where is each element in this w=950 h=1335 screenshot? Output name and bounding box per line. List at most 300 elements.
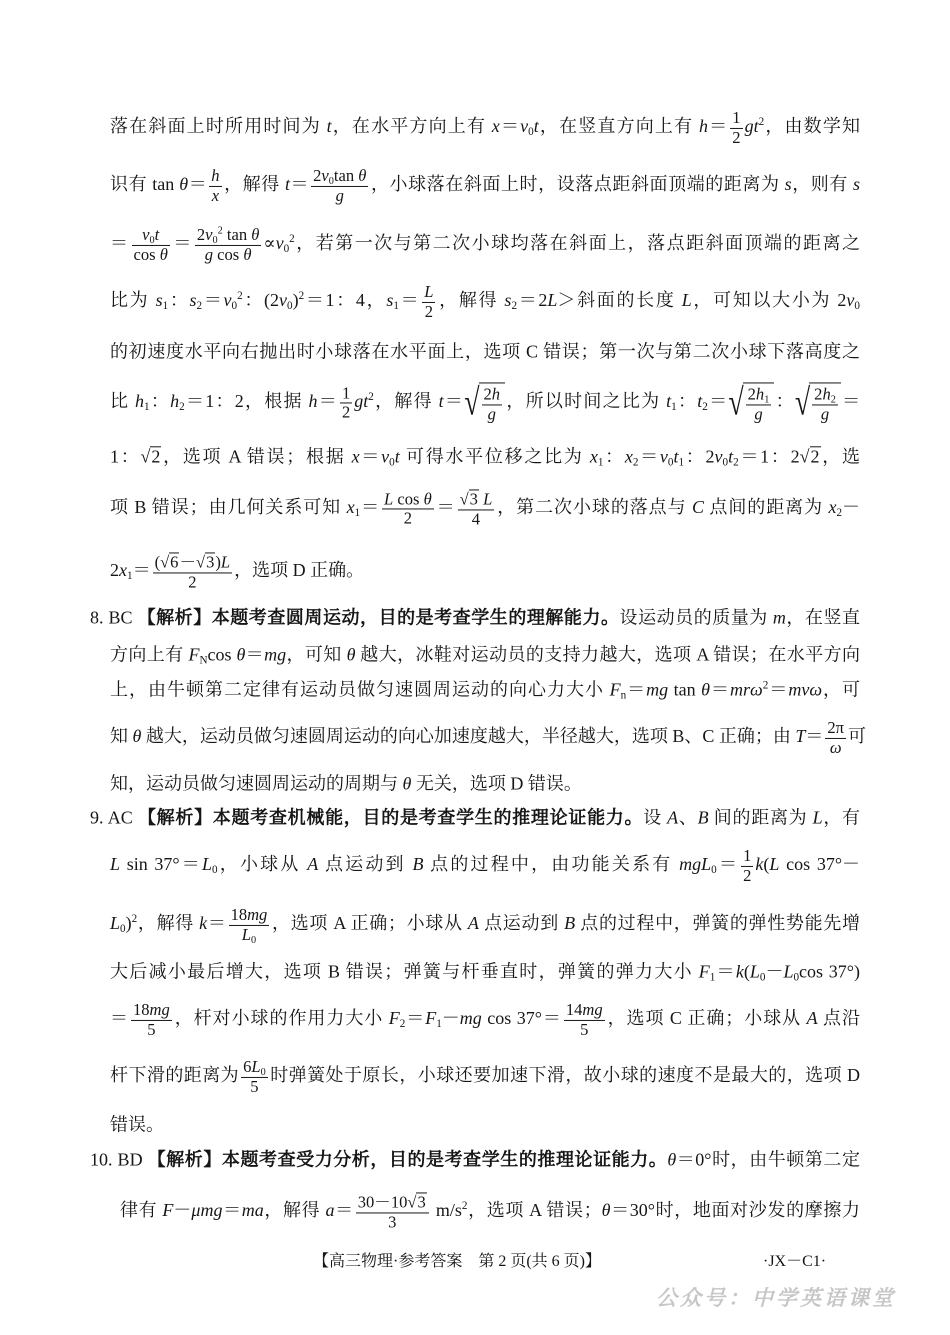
math-variable: θ [132,726,142,747]
math-variable: h [211,165,220,185]
fraction [741,847,753,885]
text-run: ，有 [822,807,861,828]
text-run: ＝ [334,1200,354,1221]
math-variable: v [659,446,668,467]
math-variable: h [308,391,318,412]
fraction-numerator [132,226,170,245]
text-run: 比 [110,391,136,412]
math-variable: x [624,446,633,467]
text-run: ＝ [222,1200,242,1221]
text-run: 30－10√ [357,1192,417,1212]
fraction [746,385,772,423]
text-line [90,606,860,629]
text-line [110,552,860,591]
math-variable: B [697,807,709,828]
math-variable: mg [459,1008,482,1029]
watermark: 公众号：中学英语课堂 [656,1286,896,1310]
fraction [382,490,434,528]
subscript: 0 [250,934,257,946]
fraction-numerator [311,167,368,186]
math-variable: L [681,290,692,311]
text-run: 2 [342,402,351,422]
text-run: ：2 [684,446,715,467]
math-variable: s [155,290,163,311]
text-line [110,167,860,205]
math-variable: k [755,854,764,875]
text-run: 1 [342,382,351,402]
math-variable: s [784,174,792,195]
text-run: 2 [313,165,322,185]
text-run: 可 [848,726,867,747]
text-run: ＝ [360,497,381,518]
text-line [110,1001,860,1039]
math-variable: mg [264,644,287,665]
math-variable: mg [582,999,603,1019]
text-run: 2 [424,301,434,321]
text-run: 杆下滑的距离为 [110,1065,240,1086]
fraction [482,385,503,423]
math-variable: v [714,446,723,467]
math-variable: h [755,384,765,404]
math-variable: t [728,446,734,467]
math-variable: v [223,290,232,311]
text-run: (√ [154,552,170,572]
math-variable: F [388,1008,400,1029]
text-run: 8. BC [90,607,138,628]
text-run: 10. BD [90,1149,148,1170]
text-run: ＝1：4， [304,290,387,311]
math-variable: v [279,290,288,311]
text-run: 1：√ [110,446,151,467]
fraction [730,109,742,147]
text-run: 2 [747,384,756,404]
subscript: 2 [511,300,518,313]
text-run: 2 [814,384,823,404]
math-variable: L [241,924,251,944]
subscript: 0 [120,923,126,936]
fraction-denominator [812,404,838,424]
math-variable: L [202,854,213,875]
fraction-numerator [382,490,434,509]
math-variable: L [812,807,823,828]
text-run: ＝1：2，根据 [184,391,309,412]
math-variable: mg [247,904,268,924]
math-variable: L [251,1056,261,1076]
text-line [110,1113,860,1136]
math-variable: x [119,560,127,581]
analysis-heading: 【解析】本题考查受力分析，目的是考查学生的推理论证能力。 [147,1149,668,1170]
text-run: tan [333,165,359,185]
fraction-numerator [131,1001,172,1020]
text-run: ＝1：2√ [738,446,810,467]
math-variable: h [170,391,180,412]
text-run: ，可知以大小为 2 [691,290,847,311]
text-line [110,772,860,795]
fraction-denominator [422,302,435,322]
text-run: ＞斜面的长度 [557,290,682,311]
subscript: 2 [632,456,639,469]
text-run: ，选项 D 正确。 [234,560,365,581]
subscript: 0 [260,1066,266,1078]
text-run: 2 [810,446,820,467]
math-variable: L [769,854,780,875]
text-run: ，可知 [286,644,347,665]
text-run: 落在斜面上时所用时间为 [110,116,327,137]
subscript: 1 [597,456,604,469]
math-variable: L [424,281,434,301]
text-run: ，在竖直 [785,607,861,628]
math-variable: θ [251,224,260,244]
radical-sign: √ [728,381,744,424]
math-variable: a [325,1200,335,1221]
text-run: ，小球从 [217,854,308,875]
math-variable: θ [667,1149,677,1170]
math-variable: θ [179,174,189,195]
text-run: ，小球落在斜面上时，设落点距斜面顶端的距离为 [370,174,785,195]
text-run: 6 [243,1056,252,1076]
text-run: － [765,961,784,982]
math-variable: s [189,290,197,311]
math-variable: A [667,807,679,828]
fraction-denominator [458,509,495,529]
subscript: 2 [399,1018,406,1031]
text-run: 1 [743,845,752,865]
text-run: 3 [417,1192,426,1212]
superscript: 2 [762,679,769,692]
fraction [825,719,846,757]
text-run: cos [393,488,424,508]
radical-sign: √ [794,381,811,424]
subscript: N [199,654,208,667]
text-run: ，解得 [263,1200,326,1221]
text-line [110,109,860,147]
text-run: 点运动到 [478,913,565,934]
math-variable: L [110,854,121,875]
text-run: 9. AC [90,807,138,828]
text-run: √ [459,489,469,509]
subscript: 2 [836,507,843,520]
text-run: 点运动到 [318,854,413,875]
text-run: ，可 [822,679,861,700]
math-variable: x [491,116,500,137]
subscript: 0 [328,175,334,187]
text-line [110,717,867,757]
math-variable: mvω [788,679,823,700]
math-variable: x [346,497,355,518]
footer-page-label: 【高三物理·参考答案 第 2 页(共 6 页)】 [313,1253,601,1270]
text-run: 点间的距离为 [704,497,829,518]
text-run: －√ [179,552,206,572]
subscript: 1 [127,570,133,583]
text-run: ＝ [707,116,729,137]
subscript: 0 [667,456,674,469]
math-variable: L [384,488,394,508]
text-run: cos [207,644,237,665]
fraction [422,283,435,321]
math-variable: g [487,404,496,423]
fraction [132,226,170,264]
math-variable: B [412,854,424,875]
radicand [809,382,841,423]
math-variable: g [754,404,763,423]
text-run: 5 [147,1019,156,1039]
text-run: 4 [471,509,481,528]
text-run: ＝30°时，地面对沙发的摩擦力 [610,1200,860,1221]
text-run: 时弹簧处于原长，小球还要加速下滑，故小球的速度不是最大的，选项 D [269,1065,861,1086]
math-variable: θ [402,773,412,794]
math-variable: θ [358,165,367,185]
text-run: 可得水平位移之比为 [399,446,590,467]
text-run: 知，运动员做匀速圆周运动的周期与 [110,773,403,794]
text-run: 5 [580,1019,589,1039]
superscript: 2 [461,1200,468,1213]
math-variable: m [772,607,786,628]
fraction-denominator [825,738,846,758]
text-run: ，选项 A 错误； [467,1200,602,1221]
math-variable: L [749,961,760,982]
radicand [169,552,179,570]
radicand [416,1192,426,1210]
fraction-denominator [153,572,233,592]
text-line [90,806,860,829]
text-run: ) [292,290,299,311]
text-run: ：(2 [242,290,280,311]
text-run: ： [676,391,698,412]
math-variable: x [589,446,598,467]
fraction-denominator [746,404,772,424]
fraction-numerator [812,385,838,404]
text-run: ＝ [359,446,382,467]
fraction-denominator [311,186,368,206]
subscript: 0 [854,300,860,313]
math-variable: t [154,224,160,244]
fraction-denominator [482,404,503,424]
subscript: 2 [830,394,836,406]
math-variable: k [735,961,744,982]
text-run: 2 [110,560,119,581]
text-run: ＝ [207,913,227,934]
text-run: ＝ [405,1008,426,1029]
text-run: ，由数学知 [764,116,861,137]
text-line [110,226,860,264]
text-run: ＝ [626,679,647,700]
fraction-numerator [564,1001,605,1020]
text-run: 大后减小最后增大，选项 B 错误；弹簧与杆垂直时，弹簧的弹力大小 [110,961,699,982]
math-variable: t [533,116,539,137]
text-line [110,489,860,528]
subscript: 0 [212,234,218,246]
text-run: 上，由牛顿第二定律有运动员做匀速圆周运动的向心力大小 [110,679,610,700]
math-variable: A [467,913,479,934]
math-variable: A [307,854,319,875]
math-variable: F [162,1200,174,1221]
text-run: － [842,497,861,518]
math-variable: g [335,185,344,205]
text-line [110,906,860,944]
fraction-denominator [356,1212,429,1232]
math-variable: h [491,384,501,404]
fraction-denominator [382,509,434,529]
text-run: ＝2 [517,290,548,311]
fraction-denominator [730,128,742,148]
fraction-denominator [741,866,753,886]
math-variable: θ [236,644,246,665]
text-run: 2 [743,865,752,885]
fraction-numerator [825,719,846,738]
text-run: 间的距离为 [708,807,813,828]
text-run: ： [774,391,795,412]
subscript: 0 [283,243,290,256]
math-variable: L [783,961,794,982]
superscript: 2 [298,290,305,303]
fraction-numerator [422,283,435,302]
math-variable: x [828,497,837,518]
text-run: 方向上有 [110,644,189,665]
subscript: 0 [722,456,729,469]
text-run: ＝ [443,391,465,412]
math-variable: F [425,1008,437,1029]
text-run: ＝ [638,446,660,467]
fraction-denominator [241,1077,268,1097]
text-run: ，在水平方向上有 [331,116,492,137]
subscript: 0 [759,971,766,984]
fraction-numerator [741,847,753,866]
math-variable: s [386,290,394,311]
math-variable: θ [346,644,356,665]
text-run: ，若第一次与第二次小球均落在斜面上，落点距斜面顶端的距离之 [294,233,861,254]
text-run: ＝ [171,233,193,254]
subscript: 1 [678,456,685,469]
math-variable: t [673,446,679,467]
text-run: 18 [132,999,150,1019]
text-line [110,643,860,666]
math-variable: mgL [679,854,712,875]
fraction-denominator [131,1020,172,1040]
text-line [120,1192,860,1231]
fraction-numerator [241,1058,268,1077]
math-variable: t [666,391,672,412]
text-run: 设运动员的质量为 [619,607,773,628]
math-variable: v [321,165,329,185]
text-run: ＝ [110,233,130,254]
math-variable: v [205,224,213,244]
text-line [110,445,860,468]
math-variable: k [199,913,208,934]
text-run: 无关，选项 D 错误。 [411,773,582,794]
radicand [810,446,821,466]
radicand [743,382,775,423]
text-run: ，杆对小球的作用力大小 [173,1008,389,1029]
text-run: ) [125,913,132,934]
text-run: ，解得 [373,391,439,412]
text-run: ＝ [715,961,736,982]
math-variable: x [211,185,220,205]
text-run: cos 37°－ [779,854,861,875]
fraction-numerator [482,385,503,404]
text-run: ＝ [435,497,456,518]
math-variable: C [691,497,704,518]
text-run: 3 [388,1212,397,1231]
subscript: 1 [764,394,770,406]
text-run: 2 [732,127,741,147]
text-run: ，选项 A 错误；根据 [161,446,352,467]
fraction-denominator [209,186,221,206]
radicand [479,382,506,423]
math-variable: s [853,174,861,195]
text-run: 知 [110,726,133,747]
text-line [110,340,860,363]
text-run: 点的过程中，由功能关系有 [423,854,680,875]
text-run: ＝ [398,290,421,311]
text-run: 2 [403,508,412,528]
text-run: 2 [151,446,161,467]
text-run: 的初速度水平向右抛出时小球落在水平面上，选项 C 错误；第一次与第二次小球下落高度之 [110,341,860,362]
math-variable: L [110,913,121,934]
math-variable: F [698,961,710,982]
math-variable: t [284,174,290,195]
math-variable: v [275,233,284,254]
fraction-denominator [132,245,170,265]
fraction-denominator [195,245,262,265]
fraction-numerator [153,552,233,572]
math-variable: t [326,116,332,137]
subscript: n [620,689,627,702]
math-variable: t [394,446,400,467]
superscript: 2 [289,233,295,246]
text-run: 5 [250,1076,259,1096]
math-variable: mg [149,999,170,1019]
text-run: ，解得 [437,290,505,311]
subscript: 0 [528,126,534,139]
fraction [241,1058,268,1096]
text-run: 3 [206,552,215,572]
math-variable: ω [829,737,842,757]
text-run: － [441,1008,460,1029]
text-run: ，所以时间之比为 [505,391,667,412]
text-line [110,847,860,885]
text-run: ＝ [289,174,310,195]
text-run: ＝ [110,1008,129,1029]
math-variable: v [520,116,529,137]
math-variable: L [220,552,231,572]
text-run: tan [668,679,702,700]
math-variable: ma [241,1200,264,1221]
text-run: 3 [469,489,478,509]
text-run: 14 [565,999,583,1019]
radicand [205,552,215,570]
math-variable: θ [601,1200,611,1221]
text-run: ＝0°时，由牛顿第二定 [676,1149,860,1170]
text-run: ，选项 C 正确；小球从 [606,1008,807,1029]
text-run: 律有 [120,1200,163,1221]
superscript: 2 [758,116,765,129]
text-run: ) [215,552,221,572]
fraction [458,489,495,528]
text-run: 2 [196,224,206,244]
text-run: 比为 [110,290,156,311]
fraction [564,1001,605,1039]
math-variable: mrω [730,679,763,700]
text-run: ： [149,391,171,412]
fraction [311,167,368,205]
text-run: 识有 tan [110,174,180,195]
text-run: ，在竖直方向上有 [538,116,699,137]
math-variable: t [438,391,444,412]
fraction [356,1192,429,1231]
math-variable: F [188,644,200,665]
subscript: 2 [196,300,203,313]
text-run: 2π [827,717,845,737]
